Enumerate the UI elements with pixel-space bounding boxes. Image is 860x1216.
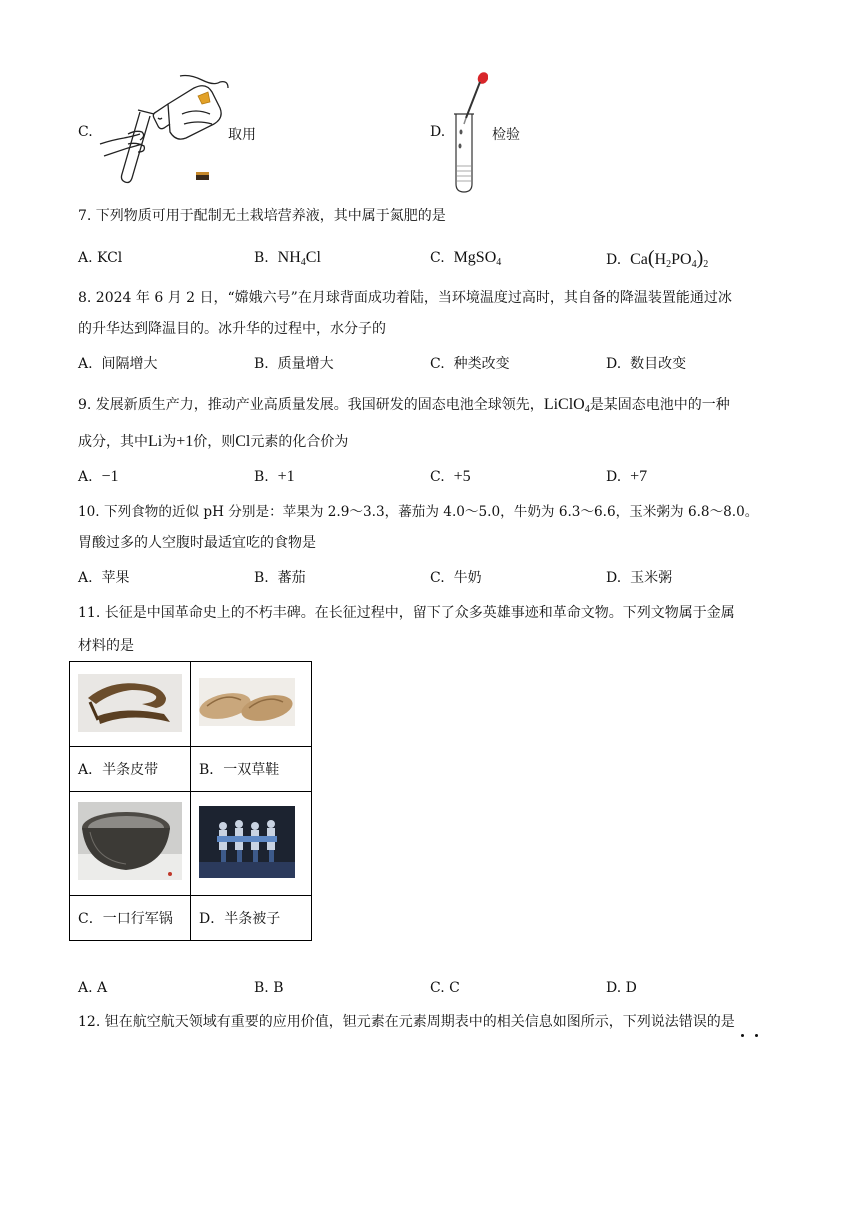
q9-option-b: B. +1	[254, 468, 295, 485]
leather-belt-image	[70, 662, 190, 742]
q10-stem-line2: 胃酸过多的人空腹时最适宜吃的食物是	[78, 535, 316, 551]
q11-option-c: C. C	[430, 980, 460, 996]
q6-option-c-letter: C.	[78, 124, 93, 140]
q10-option-c: C. 牛奶	[430, 570, 482, 586]
relics-table	[69, 661, 312, 941]
q7-stem: 7. 下列物质可用于配制无土栽培营养液，其中属于氮肥的是	[78, 208, 446, 224]
q10-stem-line1: 10. 下列食物的近似 pH 分别是：苹果为 2.9～3.3，蕃茄为 4.0～5.0，牛奶为 6.3～6.6，玉米粥为 6.8～8.0。	[78, 504, 759, 520]
relic-label-d: D．半条被子	[191, 896, 312, 941]
relic-label-b: B．一双草鞋	[191, 747, 312, 792]
q8-stem-line1: 8. 2024 年 6 月 2 日，“嫦娥六号”在月球背面成功着陆，当环境温度过高时，其自备的降温装置能通过冰	[78, 290, 732, 306]
army-pot-image	[70, 792, 190, 891]
emphasis-dot-1	[741, 1034, 744, 1037]
q10-option-d: D. 玉米粥	[606, 570, 673, 586]
q6-option-d-letter: D.	[430, 124, 446, 140]
relic-image-pot-cell	[70, 792, 191, 896]
straw-shoes-image	[191, 662, 301, 742]
q7-option-a: A. KCl	[78, 250, 123, 266]
half-quilt-stage-image	[191, 792, 301, 891]
q11-stem-line2: 材料的是	[78, 638, 134, 654]
q9-option-a: A. −1	[78, 468, 119, 485]
q11-option-d: D. D	[606, 980, 637, 996]
q11-option-b: B. B	[254, 980, 284, 996]
q9-option-c: C. +5	[430, 468, 471, 485]
q8-option-b: B. 质量增大	[254, 356, 334, 372]
q10-option-a: A. 苹果	[78, 570, 130, 586]
q8-stem-line2: 的升华达到降温目的。冰升华的过程中，水分子的	[78, 321, 386, 337]
relic-label-c: C．一口行军锅	[70, 896, 191, 941]
relic-image-quilt-cell	[191, 792, 312, 896]
q11-option-a: A. A	[78, 980, 108, 996]
relic-image-belt-cell	[70, 662, 191, 747]
q9-option-d: D. +7	[606, 468, 648, 485]
q8-option-a: A. 间隔增大	[78, 356, 158, 372]
q6-option-d-caption: 检验	[492, 127, 520, 143]
emphasis-dot-2	[755, 1034, 758, 1037]
q6-option-c-caption: 取用	[228, 127, 256, 143]
relic-image-shoes-cell	[191, 662, 312, 747]
q7-option-c: C. MgSO$_4$	[430, 249, 502, 268]
q9-stem-line1: 9. 发展新质生产力，推动产业高质量发展。我国研发的固态电池全球领先，LiClO$_4$是某固态电池中的一种	[78, 396, 730, 415]
q8-option-c: C. 种类改变	[430, 356, 510, 372]
q7-option-d: D. $Ca(H_2PO_4)_2$	[606, 247, 709, 270]
pouring-solid-illustration	[98, 74, 230, 186]
q12-stem: 12. 钽在航空航天领域有重要的应用价值，钽元素在元素周期表中的相关信息如图所示，下列说法错误的是	[78, 1014, 735, 1030]
q7-option-b: B. $NH_4Cl$	[254, 249, 321, 268]
q8-option-d: D. 数目改变	[606, 356, 687, 372]
dropper-test-tube-illustration	[448, 70, 488, 194]
q10-option-b: B. 蕃茄	[254, 570, 306, 586]
q11-stem-line1: 11. 长征是中国革命史上的不朽丰碑。在长征过程中，留下了众多英雄事迹和革命文物。下列文物属于金属	[78, 605, 735, 621]
q9-stem-line2: 成分，其中Li为+1价，则Cl元素的化合价为	[78, 433, 349, 450]
relic-label-a: A．半条皮带	[70, 747, 191, 792]
